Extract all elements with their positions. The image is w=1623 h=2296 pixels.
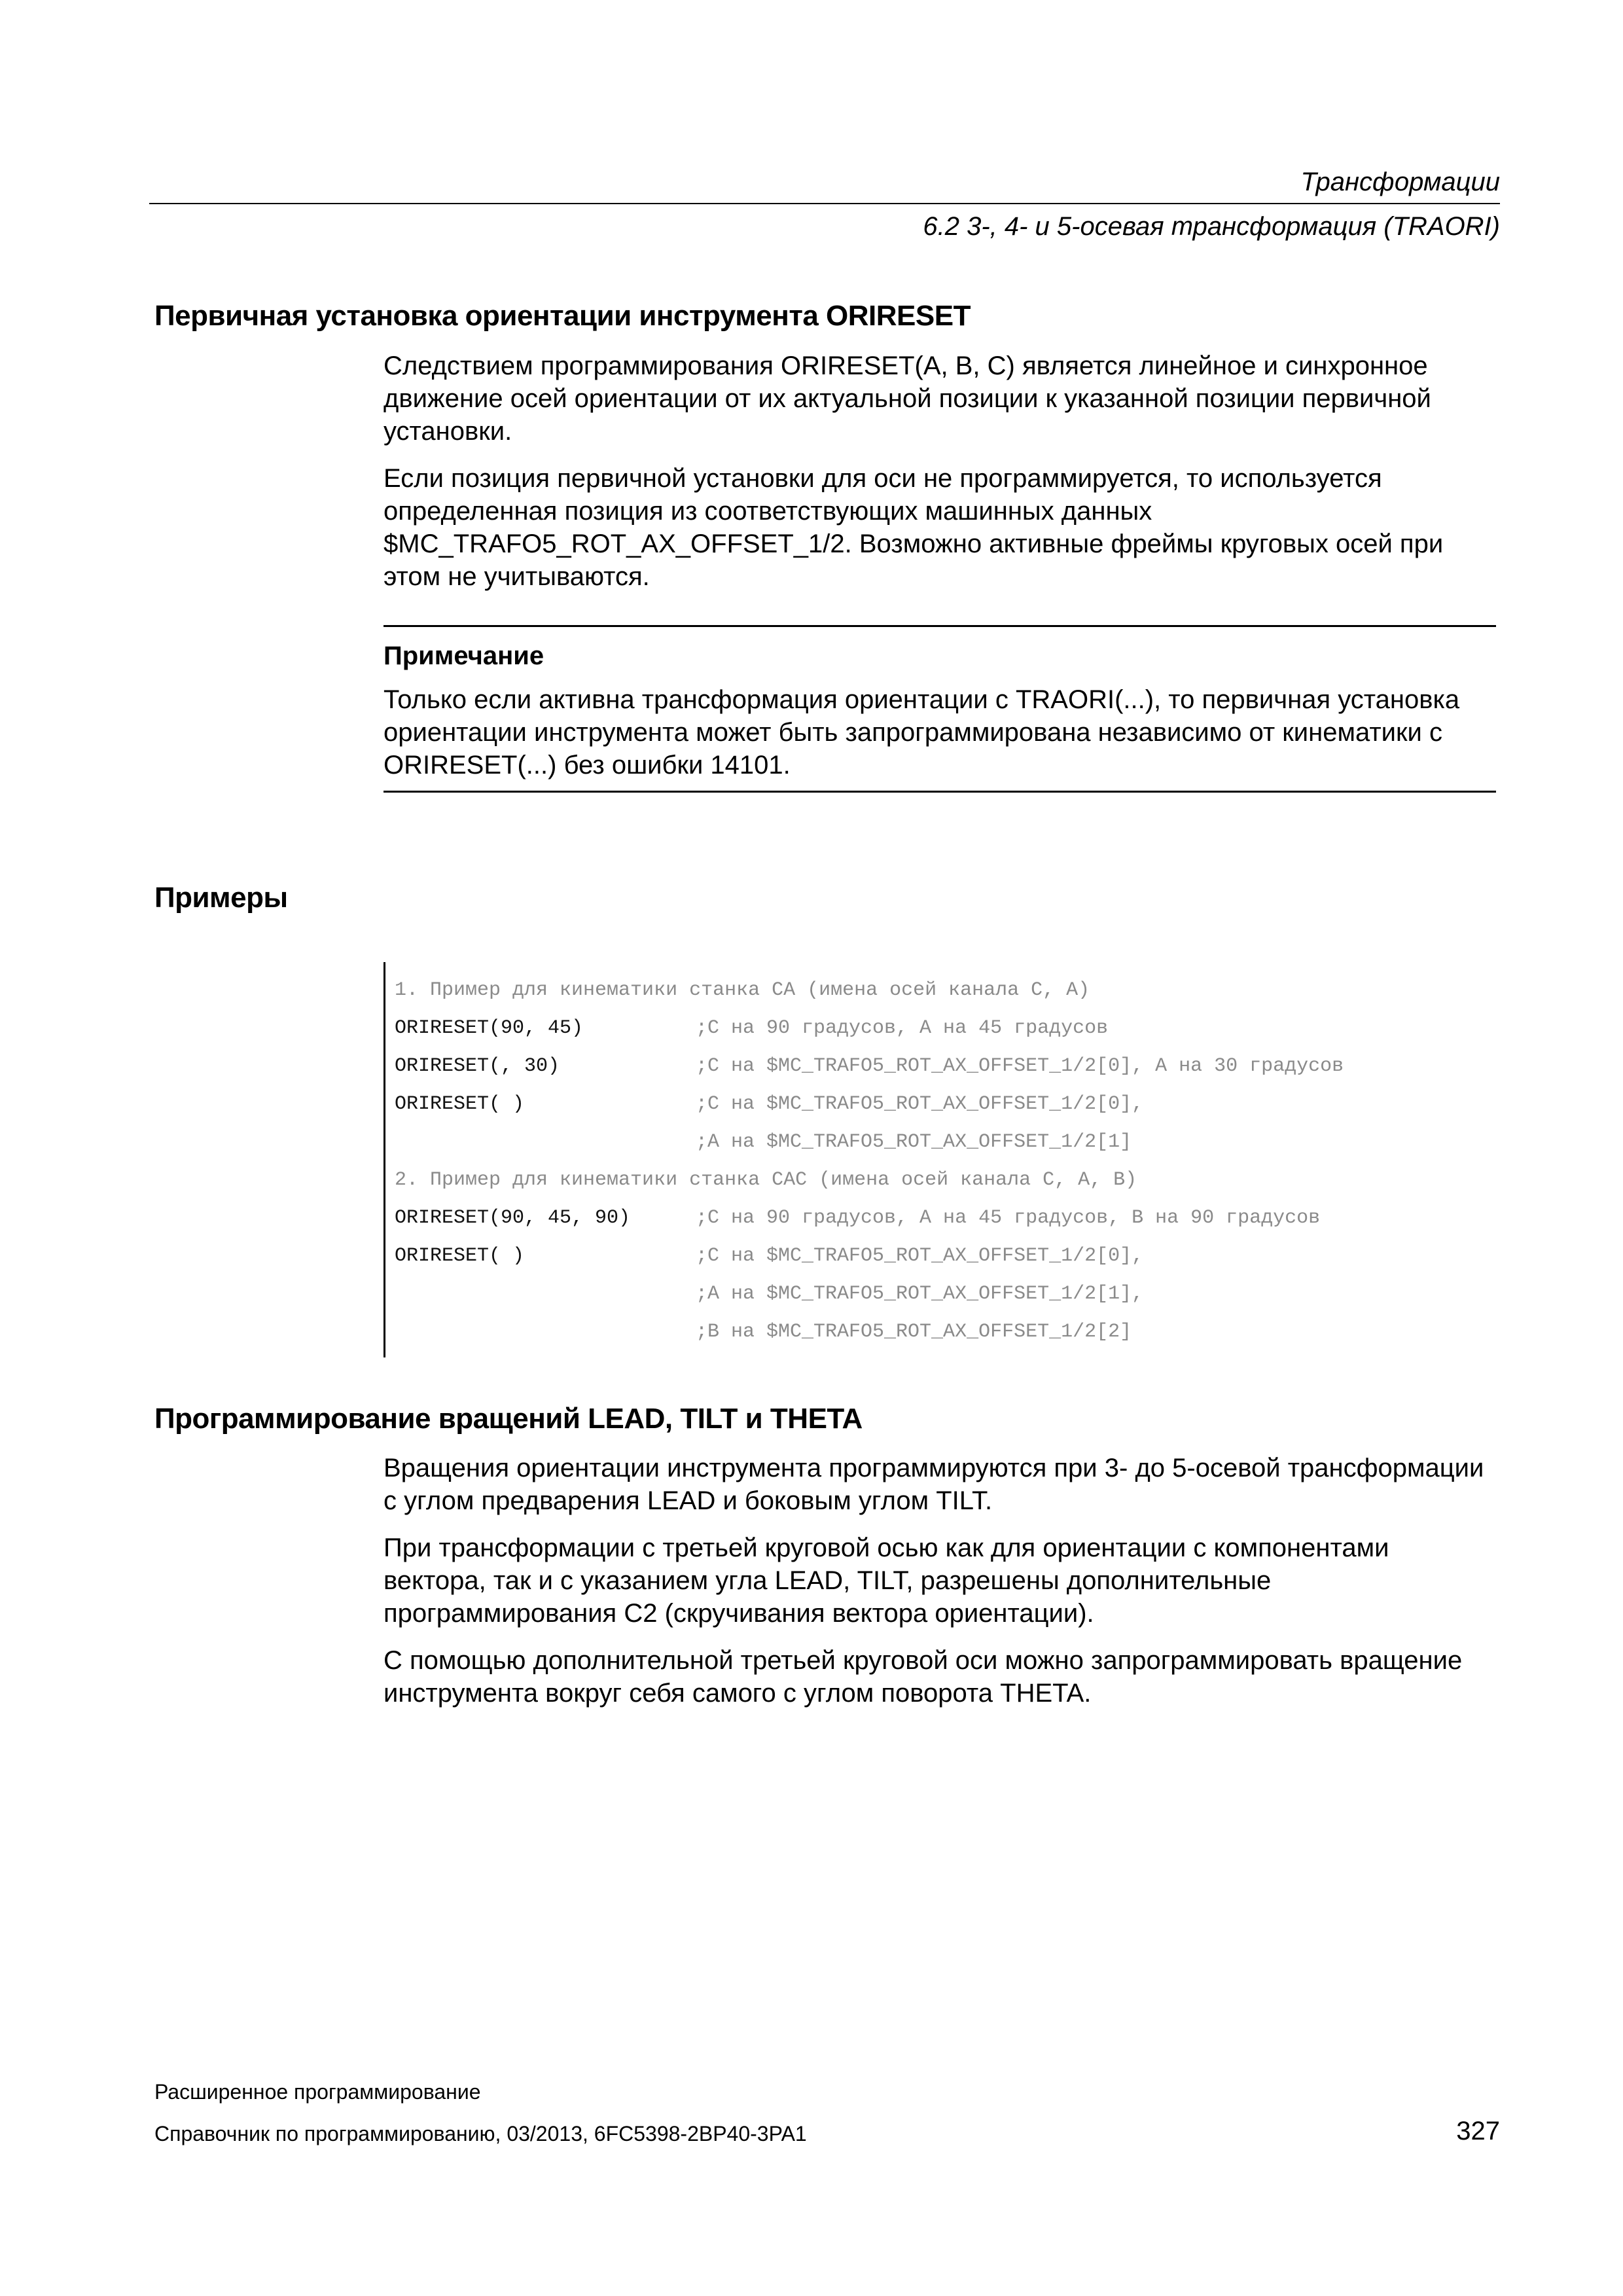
header-rule (149, 203, 1500, 204)
page-header (149, 164, 1500, 245)
rotations-paragraph: С помощью дополнительной третьей круговой оси можно запрограммировать вращение инструмента вокруг себя самого с углом поворота THETA. (383, 1646, 1463, 1708)
page-number: 327 (1456, 2117, 1500, 2145)
code-block (383, 962, 1344, 1357)
code-comment: ;C на 90 градусов, A на 45 градусов, B на 90 градусов (696, 1207, 1321, 1229)
code-line (395, 1047, 1344, 1085)
code-comment: ;C на $MC_TRAFO5_ROT_AX_OFFSET_1/2[0], A на 30 градусов (696, 1055, 1344, 1077)
header-section: 6.2 3-, 4- и 5-осевая трансформация (TRAORI) (923, 212, 1500, 241)
code-line (395, 1199, 1344, 1237)
note-title: Примечание (383, 641, 544, 670)
orireset-paragraph: Следствием программирования ORIRESET(A, B, C) является линейное и синхронное движение осей ориентации от их актуальной позиции к указанной позиции первичной установки. (383, 351, 1431, 446)
code-command: ORIRESET(90, 45) (395, 1017, 584, 1039)
note-text: Только если активна трансформация ориентации с TRAORI(...), то первичная установка ориентации инструмента может быть запрограммирована независимо от кинематики с ORIRESET(...) без ошибки 14101. (383, 685, 1460, 780)
code-line (395, 1085, 1344, 1123)
code-comment: ;C на 90 градусов, A на 45 градусов (696, 1017, 1109, 1039)
code-comment: ;C на $MC_TRAFO5_ROT_AX_OFFSET_1/2[0], (696, 1093, 1144, 1115)
rotations-paragraph: При трансформации с третьей круговой осью как для ориентации с компонентами вектора, так и с указанием угла LEAD, TILT, разрешены дополнительные программирования C2 (скручивания вектора ориентации). (383, 1534, 1389, 1628)
code-line (395, 1161, 1344, 1199)
note-box (383, 625, 1496, 793)
code-command: ORIRESET( ) (395, 1245, 525, 1267)
code-comment: ;C на $MC_TRAFO5_ROT_AX_OFFSET_1/2[0], (696, 1245, 1144, 1267)
page-footer (154, 2079, 1500, 2162)
orireset-paragraph: Если позиция первичной установки для оси не программируется, то используется определенная позиция из соответствующих машинных данных $MC_TRAFO5_ROT_AX_OFFSET_1/2. Возможно активные фреймы круговых осей при этом не учитываются. (383, 464, 1444, 591)
rotations-body (383, 1452, 1496, 1724)
orireset-body (383, 350, 1496, 607)
code-line (395, 1313, 1344, 1351)
code-line (395, 1237, 1344, 1275)
code-comment: ;A на $MC_TRAFO5_ROT_AX_OFFSET_1/2[1], (696, 1283, 1144, 1305)
rotations-heading: Программирование вращений LEAD, TILT и THETA (154, 1403, 863, 1435)
code-command: ORIRESET(, 30) (395, 1055, 560, 1077)
code-example-title: 1. Пример для кинематики станка CA (имена осей канала C, A) (395, 979, 1090, 1001)
code-line (395, 1009, 1344, 1047)
header-chapter: Трансформации (1300, 168, 1500, 196)
examples-heading: Примеры (154, 882, 288, 914)
code-line (395, 1123, 1344, 1161)
code-line (395, 971, 1344, 1009)
code-line (395, 1275, 1344, 1313)
code-example-title: 2. Пример для кинематики станка CAC (имена осей канала C, A, B) (395, 1169, 1137, 1191)
code-command: ORIRESET(90, 45, 90) (395, 1207, 631, 1229)
code-comment: ;A на $MC_TRAFO5_ROT_AX_OFFSET_1/2[1] (696, 1131, 1132, 1153)
rotations-paragraph: Вращения ориентации инструмента программируются при 3- до 5-осевой трансформации с углом предварения LEAD и боковым углом TILT. (383, 1454, 1484, 1515)
orireset-heading: Первичная установка ориентации инструмента ORIRESET (154, 300, 971, 332)
code-command: ORIRESET( ) (395, 1093, 525, 1115)
footer-title: Расширенное программирование (154, 2080, 481, 2104)
code-comment: ;B на $MC_TRAFO5_ROT_AX_OFFSET_1/2[2] (696, 1321, 1132, 1343)
footer-reference: Справочник по программированию, 03/2013, 6FC5398-2BP40-3PA1 (154, 2122, 807, 2145)
